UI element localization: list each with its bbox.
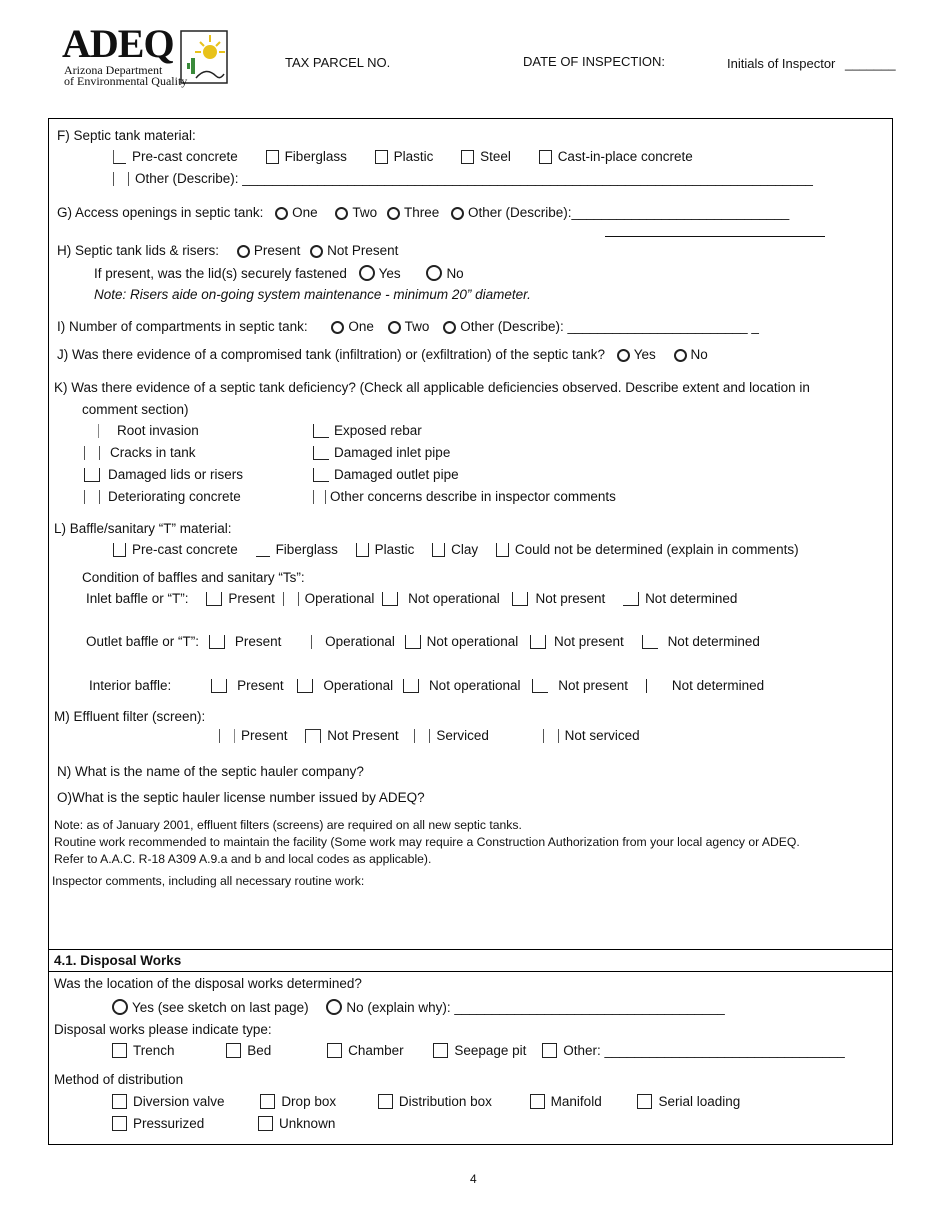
filter-serviced-checkbox[interactable]	[414, 729, 430, 743]
k-left-3[interactable]: Damaged lids or risers	[84, 467, 243, 482]
disposal-type-question: Disposal works please indicate type:	[54, 1022, 272, 1037]
drop-box-checkbox[interactable]	[260, 1094, 275, 1109]
note-line-3: Refer to A.A.C. R-18 A309 A.9.a and b and local codes as applicable).	[54, 852, 432, 866]
section-m-label: M) Effluent filter (screen):	[54, 709, 206, 724]
filter-present-checkbox[interactable]	[219, 729, 235, 743]
outlet-operational-checkbox[interactable]	[311, 635, 319, 649]
disposal-location-options: Yes (see sketch on last page) No (explain why): ____________________________________	[112, 999, 725, 1015]
seepage-pit-checkbox[interactable]	[433, 1043, 448, 1058]
pressurized-checkbox[interactable]	[112, 1116, 127, 1131]
disposal-type-options: Trench Bed Chamber Seepage pit Other: ________________________________	[112, 1043, 845, 1058]
distribution-box-checkbox[interactable]	[378, 1094, 393, 1109]
inlet-present-checkbox[interactable]	[206, 592, 222, 606]
outlet-not-present-checkbox[interactable]	[530, 635, 546, 649]
inlet-not-determined-checkbox[interactable]	[623, 592, 639, 606]
inlet-not-present-checkbox[interactable]	[512, 592, 528, 606]
manifold-checkbox[interactable]	[530, 1094, 545, 1109]
other-concerns-checkbox[interactable]	[313, 490, 326, 504]
initials-text: Initials of Inspector	[727, 56, 836, 71]
g-other-radio[interactable]	[451, 207, 464, 220]
g-three-radio[interactable]	[387, 207, 400, 220]
plastic-checkbox[interactable]	[375, 150, 388, 164]
disposal-heading-rule	[48, 971, 893, 972]
location-yes-radio[interactable]	[112, 999, 128, 1015]
initials-field[interactable]: _______	[845, 56, 896, 71]
g-extra-line[interactable]	[605, 236, 825, 237]
fiberglass-checkbox[interactable]	[266, 150, 279, 164]
h-no-radio[interactable]	[426, 265, 442, 281]
h-not-present-radio[interactable]	[310, 245, 323, 258]
interior-present-checkbox[interactable]	[211, 679, 227, 693]
trench-checkbox[interactable]	[112, 1043, 127, 1058]
inspection-date-label: DATE OF INSPECTION:	[523, 54, 666, 69]
section-f-label: F) Septic tank material:	[57, 128, 196, 143]
outlet-pipe-checkbox[interactable]	[313, 468, 329, 482]
location-no-radio[interactable]	[326, 999, 342, 1015]
bed-checkbox[interactable]	[226, 1043, 241, 1058]
logo-wordmark: ADEQ	[62, 21, 174, 66]
inspector-comments-label: Inspector comments, including all necessary routine work:	[52, 874, 365, 888]
l-precast-checkbox[interactable]	[113, 543, 126, 557]
page-number: 4	[470, 1172, 477, 1186]
distribution-method-question: Method of distribution	[54, 1072, 184, 1087]
disposal-location-question: Was the location of the disposal works determined?	[54, 976, 362, 991]
g-one-radio[interactable]	[275, 207, 288, 220]
section-f-other[interactable]: Other (Describe): ____________________________________________________________________________	[113, 171, 813, 186]
inlet-pipe-checkbox[interactable]	[313, 446, 329, 460]
k-right-1[interactable]: Exposed rebar	[313, 423, 422, 438]
option-precast[interactable]: Pre-cast concrete	[113, 149, 262, 164]
outlet-not-operational-checkbox[interactable]	[405, 635, 421, 649]
filter-not-serviced-checkbox[interactable]	[543, 729, 559, 743]
logo-line-1: Arizona Department	[64, 63, 163, 77]
adeq-logo	[62, 21, 230, 88]
g-two-radio[interactable]	[335, 207, 348, 220]
note-line-2: Routine work recommended to maintain the facility (Some work may require a Construction Authorization from your local agency or ADEQ.	[54, 835, 800, 849]
inspector-initials-label	[727, 56, 896, 71]
cast-in-place-checkbox[interactable]	[539, 150, 552, 164]
precast-checkbox[interactable]	[113, 150, 126, 164]
section-f-options	[113, 149, 693, 164]
outlet-present-checkbox[interactable]	[209, 635, 225, 649]
interior-not-operational-checkbox[interactable]	[403, 679, 419, 693]
interior-operational-checkbox[interactable]	[297, 679, 313, 693]
disposal-heading: 4.1. Disposal Works	[54, 953, 182, 968]
unknown-checkbox[interactable]	[258, 1116, 273, 1131]
section-k-label-2: comment section)	[82, 402, 189, 417]
l-clay-checkbox[interactable]	[432, 543, 445, 557]
serial-loading-checkbox[interactable]	[637, 1094, 652, 1109]
cracks-checkbox[interactable]	[84, 446, 100, 460]
k-right-4[interactable]: Other concerns describe in inspector comments	[313, 489, 616, 504]
logo-line-2: of Environmental Quality	[64, 74, 188, 88]
option-steel[interactable]: Steel	[461, 149, 535, 164]
damaged-lids-checkbox[interactable]	[84, 468, 100, 482]
hauler-company-question: N) What is the name of the septic hauler company?	[57, 764, 364, 779]
j-no-radio[interactable]	[674, 349, 687, 362]
section-i: I) Number of compartments in septic tank: One Two Other (Describe): ________________________ _	[57, 319, 759, 334]
option-fiberglass[interactable]: Fiberglass	[266, 149, 371, 164]
k-left-2[interactable]: Cracks in tank	[84, 445, 196, 460]
h-yes-radio[interactable]	[359, 265, 375, 281]
option-plastic[interactable]: Plastic	[375, 149, 458, 164]
distribution-options-row-1: Diversion valve Drop box Distribution box Manifold Serial loading	[112, 1094, 740, 1109]
k-right-3[interactable]: Damaged outlet pipe	[313, 467, 459, 482]
tax-parcel-label: TAX PARCEL NO.	[285, 55, 391, 70]
note-line-1: Note: as of January 2001, effluent filters (screens) are required on all new septic tanks.	[54, 818, 522, 832]
outlet-not-determined-checkbox[interactable]	[642, 635, 658, 649]
outlet-baffle-row: Outlet baffle or “T”: Present Operational Not operational Not present Not determined	[86, 634, 760, 649]
chamber-checkbox[interactable]	[327, 1043, 342, 1058]
steel-checkbox[interactable]	[461, 150, 474, 164]
l-fiberglass-checkbox[interactable]	[256, 543, 270, 557]
interior-not-determined-checkbox[interactable]	[646, 679, 652, 693]
section-j: J) Was there evidence of a compromised tank (infiltration) or (exfiltration) of the septic tank? Yes No	[57, 347, 708, 362]
h-present-radio[interactable]	[237, 245, 250, 258]
distribution-options-row-2: Pressurized Unknown	[112, 1116, 335, 1131]
inlet-baffle-row: Inlet baffle or “T”: Present Operational Not operational Not present Not determined	[86, 591, 738, 606]
baffle-condition-label: Condition of baffles and sanitary “Ts”:	[82, 570, 305, 585]
k-left-4[interactable]: Deteriorating concrete	[84, 489, 241, 504]
interior-baffle-row: Interior baffle: Present Operational Not operational Not present Not determined	[89, 678, 765, 693]
option-cast-in-place[interactable]: Cast-in-place concrete	[539, 149, 693, 164]
inlet-not-operational-checkbox[interactable]	[382, 592, 398, 606]
root-invasion-checkbox[interactable]	[98, 424, 111, 438]
j-yes-radio[interactable]	[617, 349, 630, 362]
risers-note: Note: Risers aide on-going system maintenance - minimum 20” diameter.	[94, 287, 531, 302]
i-one-radio[interactable]	[331, 321, 344, 334]
deteriorating-checkbox[interactable]	[84, 490, 100, 504]
l-undetermined-checkbox[interactable]	[496, 543, 509, 557]
interior-not-present-checkbox[interactable]	[532, 679, 548, 693]
section-k-label: K) Was there evidence of a septic tank deficiency? (Check all applicable deficiencies observed. Describe extent and location in	[54, 380, 810, 395]
hauler-license-question: O)What is the septic hauler license number issued by ADEQ?	[57, 790, 425, 805]
filter-not-present-checkbox[interactable]	[305, 729, 321, 743]
i-other-radio[interactable]	[443, 321, 456, 334]
diversion-valve-checkbox[interactable]	[112, 1094, 127, 1109]
inlet-operational-checkbox[interactable]	[283, 592, 299, 606]
inspector-comments-area[interactable]	[52, 892, 887, 946]
disposal-top-rule	[48, 949, 893, 950]
k-left-1[interactable]: Root invasion	[98, 423, 199, 438]
section-m-options: Present Not Present Serviced Not serviced	[219, 728, 640, 743]
i-two-radio[interactable]	[388, 321, 401, 334]
exposed-rebar-checkbox[interactable]	[313, 424, 329, 438]
section-g: G) Access openings in septic tank: One Two Three Other (Describe):_____________________________	[57, 205, 790, 220]
section-l-options: Pre-cast concrete Fiberglass Plastic Clay Could not be determined (explain in comments)	[113, 542, 799, 557]
k-right-2[interactable]: Damaged inlet pipe	[313, 445, 450, 460]
disposal-other-checkbox[interactable]	[542, 1043, 557, 1058]
other-checkbox[interactable]	[113, 172, 129, 186]
section-h-sub: If present, was the lid(s) securely fastened Yes No	[94, 266, 464, 281]
section-h: H) Septic tank lids & risers: Present Not Present	[57, 243, 399, 258]
section-l-label: L) Baffle/sanitary “T” material:	[54, 521, 232, 536]
l-plastic-checkbox[interactable]	[356, 543, 369, 557]
